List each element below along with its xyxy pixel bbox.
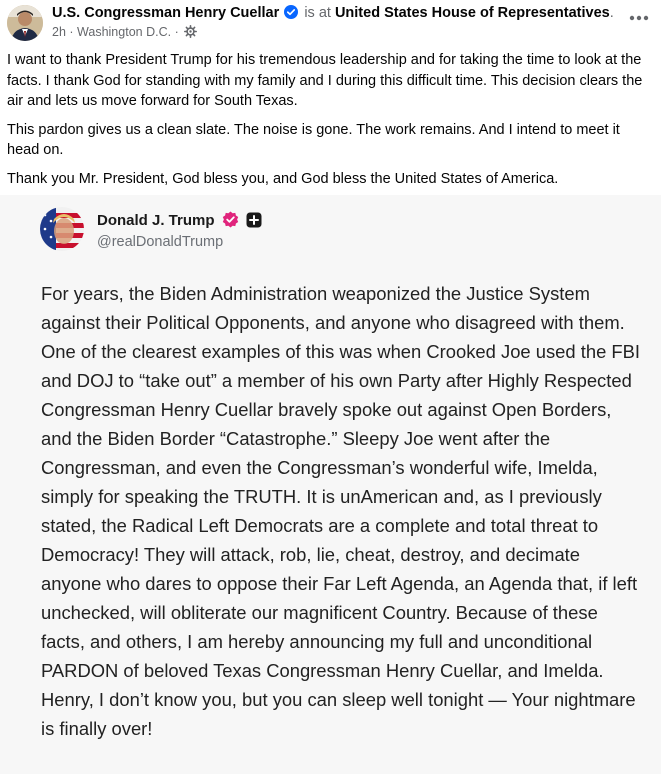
location-link[interactable]: United States House of Representatives bbox=[334, 5, 610, 21]
trump-avatar bbox=[40, 207, 84, 251]
embedded-truth-image[interactable] bbox=[0, 195, 661, 774]
post-meta bbox=[52, 25, 197, 39]
verified-badge-icon bbox=[284, 5, 298, 23]
post-paragraph: Thank you Mr. President, God bless you, and God bless the United States of America. bbox=[7, 170, 559, 187]
post-paragraph: I want to thank President Trump for his tremendous leadership and for taking the time to look at the facts. I thank God for standing with my family and I during this difficult time. This decision clears the air and lets us move forward for South Texas. bbox=[7, 52, 643, 109]
post-body bbox=[7, 50, 647, 197]
place-name: Washington D.C. bbox=[77, 25, 172, 39]
period: . bbox=[609, 5, 614, 21]
more-options-icon[interactable] bbox=[627, 8, 651, 28]
meta-dot: · bbox=[174, 25, 179, 39]
post-header bbox=[0, 0, 661, 46]
meta-separator: · bbox=[69, 25, 74, 39]
truth-handle: @realDonaldTrump bbox=[97, 234, 224, 250]
truth-author-name: Donald J. Trump bbox=[97, 212, 215, 229]
plus-badge-icon bbox=[246, 212, 262, 228]
truth-post-text: For years, the Biden Administration weaponized the Justice System against their Political Opponents, and anyone who disagreed with them. One of the clearest examples of this was when Crooked Joe used the FBI and DOJ to “take out” a member of his own Party after Highly Respected Congressman Henry Cuellar bravely spoke out against Open Borders, and the Biden Border “Catastrophe.” Sleepy Joe went after the Congressman, and even the Congressman’s wonderful wife, Imelda, simply for speaking the TRUTH. It is unAmerican and, as I previously stated, the Radical Left Democrats are a complete and total threat to Democracy! They will attack, rob, lie, cheat, destroy, and decimate anyone who dares to oppose their Far Left Agenda, an Agenda that, if left unchecked, will obliterate our magnificent Country. Because of these facts, and others, I am hereby announcing my full and unconditional PARDON of beloved Texas Congressman Henry Cuellar, and Imelda. Henry, I don’t know you, but you can sleep well tonight — Your nightmare is finally over! bbox=[41, 283, 641, 739]
truth-author bbox=[97, 211, 262, 229]
author-line bbox=[52, 5, 614, 23]
author-avatar[interactable] bbox=[7, 5, 43, 41]
globe-settings-icon[interactable] bbox=[182, 25, 197, 39]
author-name[interactable]: U.S. Congressman Henry Cuellar bbox=[52, 5, 280, 21]
is-at-text: is at bbox=[304, 5, 331, 21]
pink-verified-badge-icon bbox=[222, 211, 239, 228]
post-paragraph: This pardon gives us a clean slate. The noise is gone. The work remains. And I intend to meet it head on. bbox=[7, 121, 620, 158]
timestamp[interactable]: 2h bbox=[52, 25, 66, 39]
